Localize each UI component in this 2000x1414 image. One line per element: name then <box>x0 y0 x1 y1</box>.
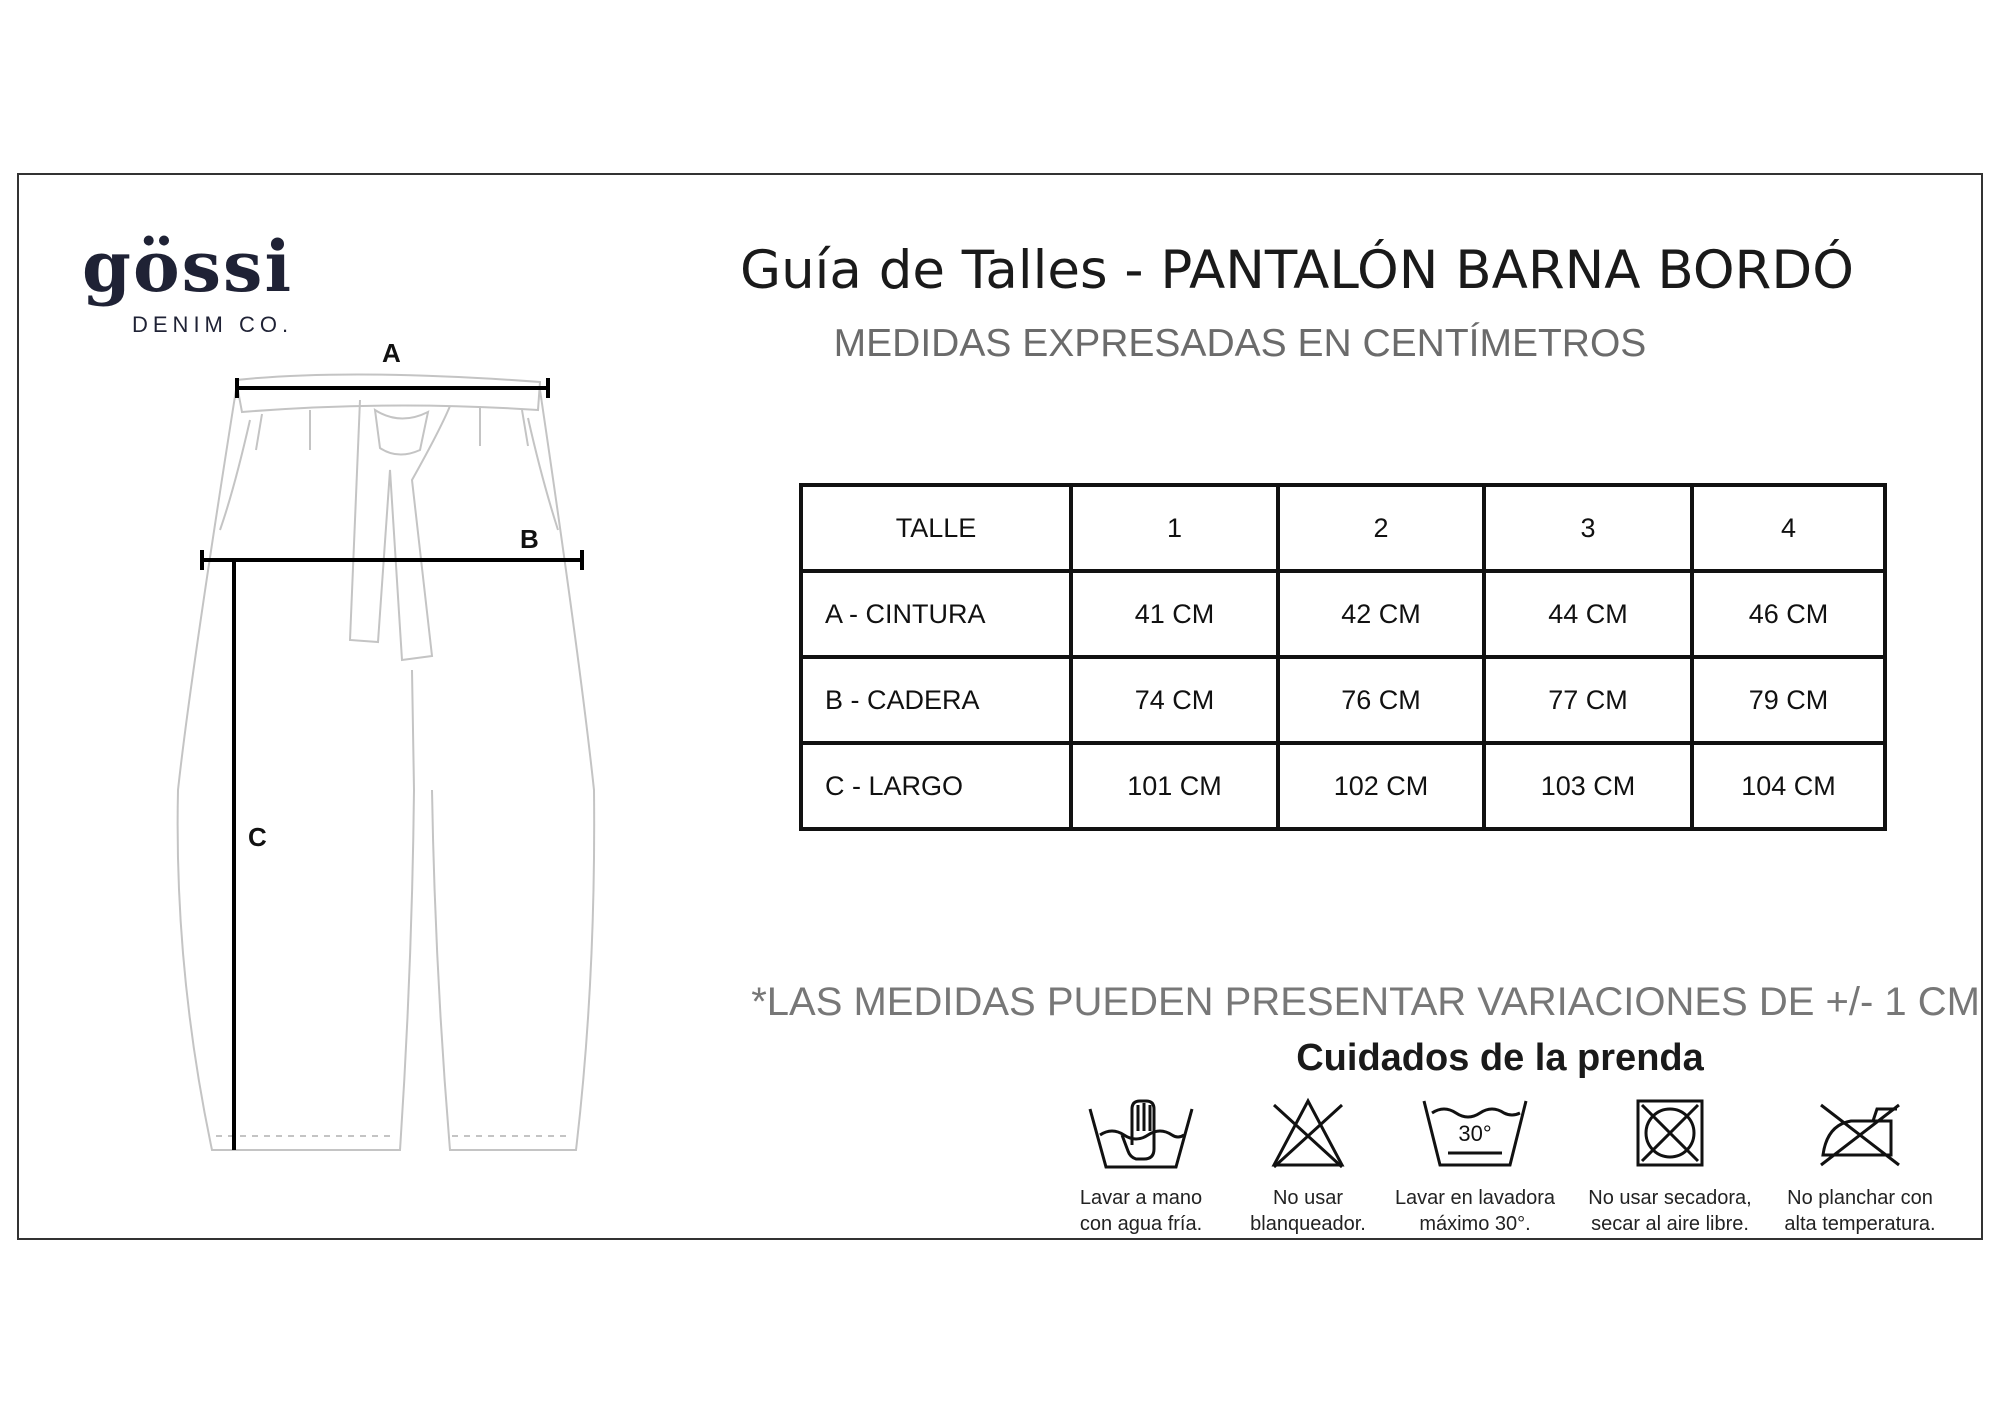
table-cell: 42 CM <box>1278 571 1484 657</box>
hand-wash-icon <box>1086 1095 1196 1171</box>
pants-right-outline <box>432 390 594 1150</box>
page-subtitle: MEDIDAS EXPRESADAS EN CENTÍMETROS <box>833 322 1647 365</box>
label-c: C <box>248 822 267 852</box>
table-cell: 76 CM <box>1278 657 1484 743</box>
care-title: Cuidados de la prenda <box>1296 1037 1704 1079</box>
machine-wash-30-icon <box>1420 1095 1530 1171</box>
table-header-cell: 1 <box>1071 485 1278 571</box>
table-cell: 77 CM <box>1484 657 1692 743</box>
care-item-no-tumble-dry <box>1580 1095 1760 1237</box>
pants-left-outline <box>178 390 414 1150</box>
table-row-label: B - CADERA <box>801 657 1071 743</box>
table-cell: 46 CM <box>1692 571 1885 657</box>
care-label: No usar blanqueador. <box>1250 1187 1366 1235</box>
care-item-no-bleach <box>1218 1095 1398 1237</box>
table-header-cell: 2 <box>1278 485 1484 571</box>
label-b: B <box>520 524 539 554</box>
pants-diagram <box>150 330 600 1170</box>
brand-logo <box>82 222 312 342</box>
table-row-label: A - CINTURA <box>801 571 1071 657</box>
table-row <box>801 657 1885 743</box>
care-label: No planchar con alta temperatura. <box>1784 1187 1936 1235</box>
table-row <box>801 743 1885 829</box>
care-item-no-iron <box>1770 1095 1950 1237</box>
belt-outline <box>350 400 450 660</box>
table-cell: 44 CM <box>1484 571 1692 657</box>
brand-tagline: DENIM CO. <box>132 312 294 337</box>
table-cell: 103 CM <box>1484 743 1692 829</box>
waistband-outline <box>236 374 540 412</box>
care-item-machine-wash-30 <box>1385 1095 1565 1237</box>
measurement-note: *LAS MEDIDAS PUEDEN PRESENTAR VARIACIONES DE +/- 1 CM <box>751 980 1980 1024</box>
table-cell: 101 CM <box>1071 743 1278 829</box>
table-row <box>801 571 1885 657</box>
care-label: No usar secadora, secar al aire libre. <box>1588 1187 1752 1235</box>
no-tumble-dry-icon <box>1632 1095 1708 1171</box>
care-label: Lavar a mano con agua fría. <box>1079 1187 1203 1235</box>
table-header-cell: 4 <box>1692 485 1885 571</box>
table-cell: 102 CM <box>1278 743 1484 829</box>
table-header-cell: TALLE <box>801 485 1071 571</box>
care-item-hand-wash <box>1051 1095 1231 1237</box>
no-bleach-icon <box>1268 1095 1348 1171</box>
wash-temperature: 30° <box>1458 1121 1492 1146</box>
table-row-label: C - LARGO <box>801 743 1071 829</box>
table-header-cell: 3 <box>1484 485 1692 571</box>
table-cell: 104 CM <box>1692 743 1885 829</box>
table-cell: 74 CM <box>1071 657 1278 743</box>
care-label: Lavar en lavadora máximo 30°. <box>1394 1187 1556 1235</box>
table-header-row <box>801 485 1885 571</box>
table-cell: 79 CM <box>1692 657 1885 743</box>
size-table <box>799 483 1887 831</box>
no-iron-icon <box>1815 1095 1905 1171</box>
table-cell: 41 CM <box>1071 571 1278 657</box>
brand-name: gössi <box>82 225 294 308</box>
label-a: A <box>382 338 401 368</box>
page-title: Guía de Talles - PANTALÓN BARNA BORDÓ <box>740 240 1854 301</box>
